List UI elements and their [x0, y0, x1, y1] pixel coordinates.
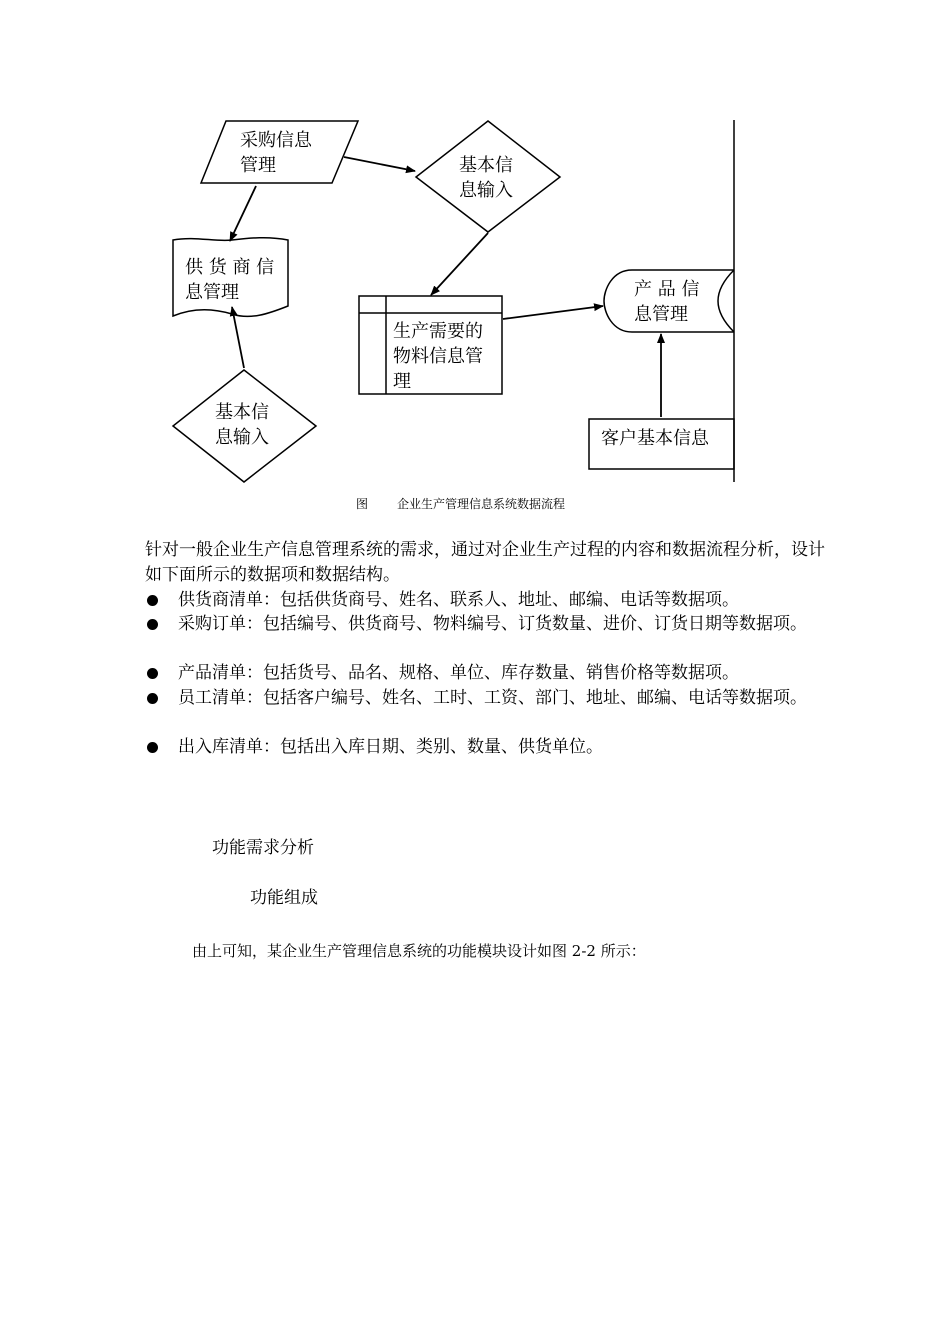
- product-mgmt-label: 产 品 信 息管理: [634, 279, 700, 325]
- customer-info-label: 客户基本信息: [601, 428, 709, 449]
- supplier-mgmt-label: 供 货 商 信 息管理: [185, 257, 275, 303]
- bullet-icon: [147, 693, 158, 704]
- subsection-heading: 功能组成: [250, 888, 318, 908]
- bullet-icon: [147, 619, 158, 630]
- bullet-icon: [147, 595, 158, 606]
- arrow-basic-to-material: [431, 233, 488, 295]
- bullet-icon: [147, 742, 158, 753]
- material-mgmt-label: 生产需要的 物料信息管 理: [393, 321, 483, 392]
- purchase-mgmt-label: 采购信息 管理: [240, 130, 312, 176]
- figure-caption-label: 图: [356, 497, 369, 511]
- arrow-purchase-to-basic: [344, 157, 415, 171]
- basic-input-top-label: 基本信 息输入: [459, 155, 513, 201]
- arrow-purchase-to-supplier: [230, 186, 256, 241]
- basic-input-bottom-label: 基本信 息输入: [215, 402, 269, 448]
- arrow-material-to-product: [503, 306, 603, 319]
- figure-caption-title: 企业生产管理信息系统数据流程: [397, 497, 566, 511]
- data-flow-diagram: [0, 0, 950, 520]
- closing-paragraph: 由上可知，某企业生产管理信息系统的功能模块设计如图 2-2 所示：: [192, 942, 646, 960]
- section-heading: 功能需求分析: [212, 838, 314, 858]
- intro-paragraph: 针对一般企业生产信息管理系统的需求，通过对企业生产过程的内容和数据流程分析，设计如下面所示的数据项和数据结构。: [145, 540, 825, 585]
- bullet-icon: [147, 668, 158, 679]
